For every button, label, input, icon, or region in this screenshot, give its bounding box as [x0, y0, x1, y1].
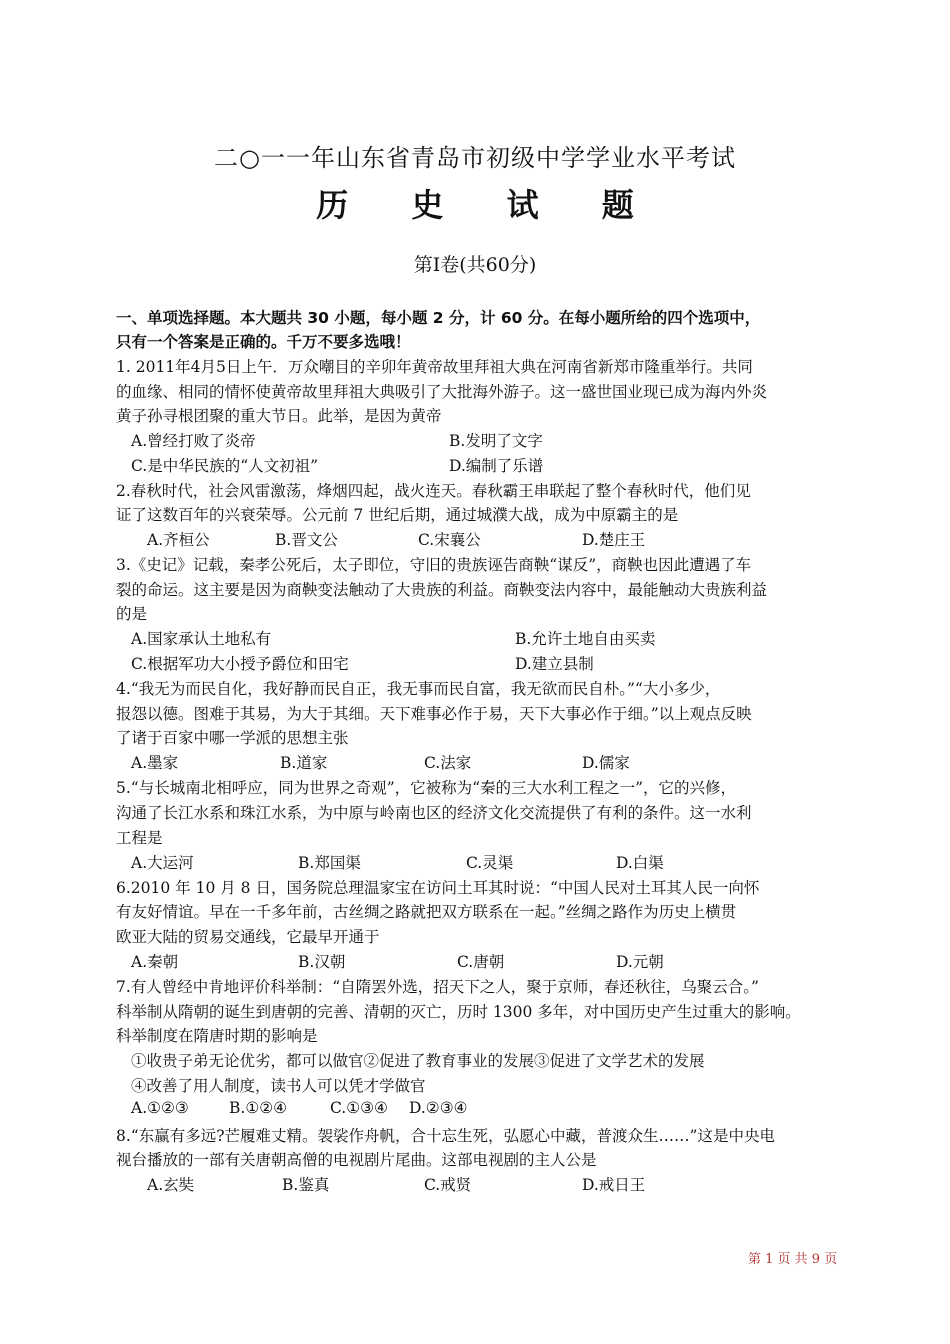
volume-title: 第Ⅰ卷(共60分)	[413, 254, 537, 276]
q3-stem-3: 的是	[116, 605, 148, 623]
q7-sub-2: ④改善了用人制度，读书人可以凭才学做官	[131, 1077, 426, 1095]
q1-option-b: B.发明了文字	[449, 432, 543, 450]
q5-option-d: D.白渠	[616, 854, 664, 872]
q1-option-c: C.是中华民族的“人文初祖”	[131, 457, 319, 475]
q7-option-c: C.①③④	[330, 1099, 388, 1117]
q7-option-b: B.①②④	[229, 1099, 288, 1117]
q7-sub-1: ①收贵子弟无论优劣，都可以做官②促进了教育事业的发展③促进了文学艺术的发展	[131, 1052, 705, 1070]
q2-option-b: B.晋文公	[275, 531, 338, 549]
q5-stem-1: 5.“与长城南北相呼应，同为世界之奇观”，它被称为“秦的三大水利工程之一”，它的兴修，	[116, 779, 736, 797]
q8-option-b: B.鉴真	[282, 1176, 330, 1194]
q2-option-c: C.宋襄公	[418, 531, 481, 549]
q6-stem-2: 有友好情谊。早在一千多年前，古丝绸之路就把双方联系在一起。”丝绸之路作为历史上横贯	[116, 903, 737, 921]
q6-option-c: C.唐朝	[457, 953, 505, 971]
q4-stem-2: 报怨以德。图难于其易，为大于其细。天下难事必作于易，天下大事必作于细。”以上观点反映	[116, 705, 752, 723]
q2-stem-1: 2.春秋时代，社会风雷激荡，烽烟四起，战火连天。春秋霸王串联起了整个春秋时代，他们见	[116, 482, 751, 500]
q4-option-d: D.儒家	[582, 754, 630, 772]
q6-stem-1: 6.2010 年 10 月 8 日，国务院总理温家宝在访问土耳其时说：“中国人民对土耳其人民一向怀	[116, 879, 760, 897]
q4-option-c: C.法家	[424, 754, 472, 772]
q5-stem-3: 工程是	[116, 829, 163, 847]
q6-option-b: B.汉朝	[298, 953, 346, 971]
q1-stem-3: 黄子孙寻根团聚的重大节日。此举，是因为黄帝	[116, 407, 442, 425]
q5-option-b: B.郑国渠	[298, 854, 361, 872]
exam-title: 二○一一年山东省青岛市初级中学学业水平考试	[214, 144, 736, 172]
q7-stem-3: 科举制度在隋唐时期的影响是	[116, 1027, 318, 1045]
q5-option-a: A.大运河	[131, 854, 194, 872]
q3-option-b: B.允许土地自由买卖	[515, 630, 656, 648]
q2-option-d: D.楚庄王	[582, 531, 646, 549]
q2-stem-2: 证了这数百年的兴衰荣辱。公元前 7 世纪后期，通过城濮大战，成为中原霸主的是	[116, 506, 679, 524]
q7-option-a: A.①②③	[131, 1099, 189, 1117]
q6-stem-3: 欧亚大陆的贸易交通线，它最早开通于	[116, 928, 380, 946]
subject-title: 历 史 试 题	[316, 186, 660, 224]
page-number: 第 1 页 共 9 页	[748, 1252, 838, 1267]
q1-option-a: A.曾经打败了炎帝	[131, 432, 256, 450]
q1-stem-2: 的血缘、相同的情怀使黄帝故里拜祖大典吸引了大批海外游子。这一盛世国业现已成为海内外炎	[116, 383, 768, 401]
q3-stem-1: 3.《史记》记载，秦孝公死后，太子即位，守旧的贵族诬告商鞅“谋反”，商鞅也因此遭遇了车	[116, 556, 752, 574]
q8-stem-1: 8.“东赢有多远?芒履难丈精。袈裟作舟帆，合十忘生死，弘愿心中藏，普渡众生……”这是中央电	[116, 1127, 775, 1145]
q1-option-d: D.编制了乐谱	[449, 457, 544, 475]
q8-stem-2: 视台播放的一部有关唐朝高僧的电视剧片尾曲。这部电视剧的主人公是	[116, 1151, 597, 1169]
q3-option-c: C.根据军功大小授予爵位和田宅	[131, 655, 349, 673]
q6-option-a: A.秦朝	[131, 953, 179, 971]
q7-option-d: D.②③④	[409, 1099, 468, 1117]
q4-option-b: B.道家	[280, 754, 328, 772]
q7-stem-2: 科举制从隋朝的诞生到唐朝的完善、清朝的灭亡，历时 1300 多年，对中国历史产生过重大的影响。	[116, 1003, 801, 1021]
instructions-line-2: 只有一个答案是正确的。千万不要多选哦！	[116, 333, 411, 351]
q8-option-a: A.玄奘	[147, 1176, 195, 1194]
q1-stem-1: 1. 2011年4月5日上午．万众嘲目的辛卯年黄帝故里拜祖大典在河南省新郑市隆重举行。共同	[116, 358, 753, 376]
q8-option-c: C.戒贤	[424, 1176, 472, 1194]
q3-stem-2: 裂的命运。这主要是因为商鞅变法触动了大贵族的利益。商鞅变法内容中，最能触动大贵族利益	[116, 581, 768, 599]
q4-option-a: A.墨家	[131, 754, 179, 772]
q5-stem-2: 沟通了长江水系和珠江水系，为中原与岭南也区的经济文化交流提供了有利的条件。这一水利	[116, 804, 752, 822]
q7-stem-1: 7.有人曾经中肯地评价科举制：“自隋罢外选，招天下之人，聚于京师，春还秋往，乌聚云合。”	[116, 978, 759, 996]
q4-stem-1: 4.“我无为而民自化，我好静而民自正，我无事而民自富，我无欲而民自朴。”“大小多少，	[116, 680, 721, 698]
q5-option-c: C.灵渠	[466, 854, 514, 872]
q8-option-d: D.戒日王	[582, 1176, 646, 1194]
q2-option-a: A.齐桓公	[147, 531, 210, 549]
q4-stem-3: 了诸于百家中哪一学派的思想主张	[116, 729, 349, 747]
instructions-line-1: 一、单项选择题。本大题共 30 小题，每小题 2 分，计 60 分。在每小题所给的四个选项中，	[116, 309, 761, 327]
q3-option-d: D.建立县制	[515, 655, 594, 673]
q3-option-a: A.国家承认土地私有	[131, 630, 272, 648]
q6-option-d: D.元朝	[616, 953, 664, 971]
